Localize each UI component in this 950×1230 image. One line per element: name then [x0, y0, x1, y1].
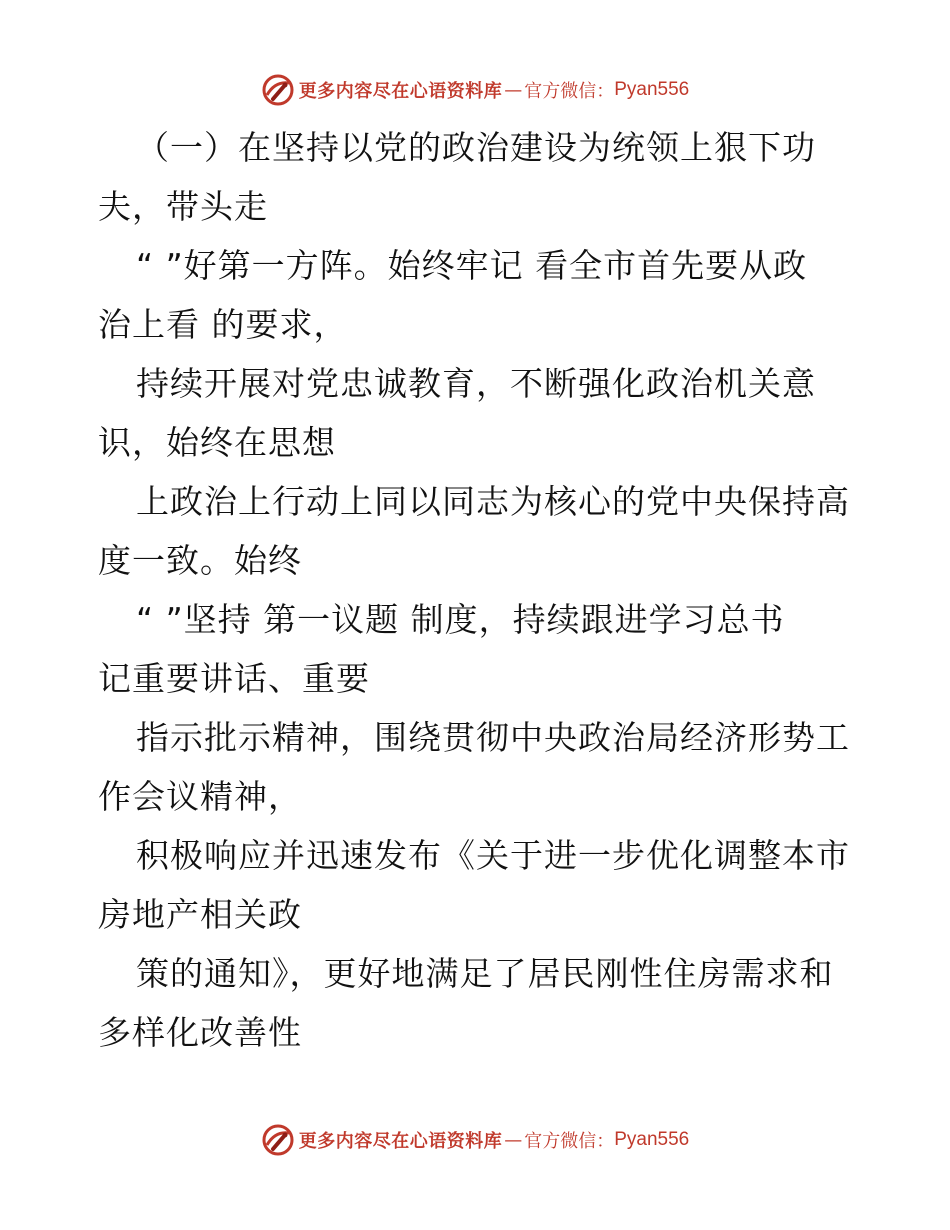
paragraph-line: 夫，带头走 [98, 187, 268, 226]
watermark-separator: — [504, 79, 523, 101]
paragraph-line: “ ”坚持 第一议题 制度，持续跟进学习总书 [136, 600, 785, 639]
watermark-separator: — [504, 1129, 523, 1151]
header-watermark [0, 70, 950, 110]
paragraph-line: 度一致。始终 [98, 541, 302, 580]
footer-watermark [0, 1120, 950, 1160]
paragraph-line: （一）在坚持以党的政治建设为统领上狠下功 [136, 128, 816, 167]
paragraph-line: 持续开展对党忠诚教育，不断强化政治机关意 [136, 364, 816, 403]
brand-logo-icon [261, 1123, 295, 1157]
watermark-wechat-id: Pyan556 [614, 79, 690, 100]
paragraph-line: 识，始终在思想 [98, 423, 336, 462]
watermark-text: 更多内容尽在心语资料库 [298, 1131, 503, 1152]
brand-logo-icon [261, 73, 295, 107]
paragraph-line: 上政治上行动上同以同志为核心的党中央保持高 [136, 482, 850, 521]
paragraph-line: 策的通知》，更好地满足了居民刚性住房需求和 [136, 954, 834, 993]
paragraph-line: 积极响应并迅速发布《关于进一步优化调整本市 [136, 836, 850, 875]
watermark-wechat-label: 官方微信： [524, 81, 615, 102]
paragraph-line: 作会议精神， [98, 777, 302, 816]
watermark-text: 更多内容尽在心语资料库 [298, 81, 503, 102]
document-body [98, 118, 858, 1062]
paragraph-line: 房地产相关政 [98, 895, 302, 934]
paragraph-line: 多样化改善性 [98, 1013, 302, 1052]
paragraph-line: 治上看 的要求， [98, 305, 348, 344]
watermark-wechat-label: 官方微信： [524, 1131, 615, 1152]
paragraph-line: 记重要讲话、重要 [98, 659, 370, 698]
watermark-wechat-id: Pyan556 [614, 1129, 690, 1150]
paragraph-line: “ ”好第一方阵。始终牢记 看全市首先要从政 [136, 246, 808, 285]
paragraph-line: 指示批示精神，围绕贯彻中央政治局经济形势工 [136, 718, 850, 757]
